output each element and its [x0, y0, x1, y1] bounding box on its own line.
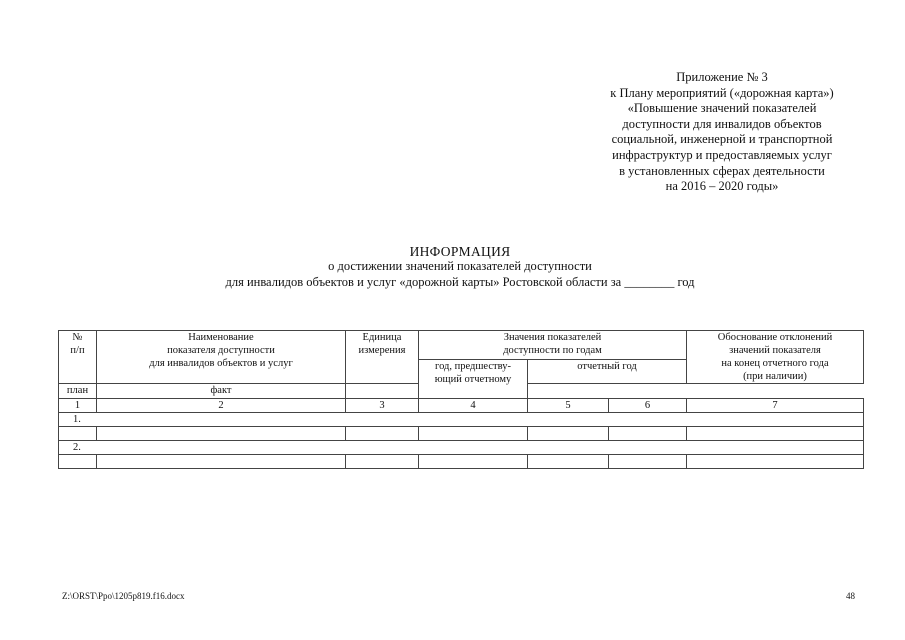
table-cell: [59, 427, 97, 441]
document-heading: [100, 244, 820, 290]
annex-line: социальной, инженерной и транспортной: [611, 132, 833, 147]
column-number: 7: [687, 399, 864, 413]
header-reason: Обоснование отклонений значений показателя на конец отчетного года (при наличии): [687, 331, 864, 384]
report-table: [58, 330, 864, 469]
annex-block: [572, 70, 872, 195]
header-previous-year: год, предшеству- ющий отчетному: [419, 360, 528, 399]
header-report-year: отчетный год: [528, 360, 687, 384]
annex-line: в установленных сферах деятельности: [619, 163, 825, 178]
table-cell: [97, 455, 346, 469]
column-number: 1: [59, 399, 97, 413]
table-cell: [528, 427, 609, 441]
annex-line: «Повышение значений показателей: [627, 101, 817, 116]
annex-line: доступности для инвалидов объектов: [622, 116, 822, 131]
table-cell: [419, 455, 528, 469]
section-row: [59, 413, 864, 427]
table-cell: [346, 427, 419, 441]
annex-line: к Плану мероприятий («дорожная карта»): [610, 85, 834, 100]
annex-line: Приложение № 3: [676, 70, 768, 84]
header-plan: план: [59, 384, 97, 399]
column-number: 6: [609, 399, 687, 413]
table-cell: [419, 427, 528, 441]
table-row: [59, 427, 864, 441]
column-number-row: [59, 399, 864, 413]
header-values: Значения показателей доступности по годам: [419, 331, 687, 360]
table-cell: [687, 427, 864, 441]
heading-subtitle-2: для инвалидов объектов и услуг «дорожной карты» Ростовской области за ________ год: [225, 274, 695, 289]
table-cell: [97, 427, 346, 441]
section-label: 1.: [59, 413, 864, 427]
table-cell: [59, 455, 97, 469]
annex-line: инфраструктур и предоставляемых услуг: [612, 147, 832, 162]
page-number: 48: [846, 591, 855, 601]
column-number: 5: [528, 399, 609, 413]
table-cell: [346, 455, 419, 469]
header-fact: факт: [97, 384, 346, 399]
heading-subtitle: о достижении значений показателей доступности: [328, 259, 592, 274]
annex-line: на 2016 – 2020 годы»: [665, 179, 779, 194]
document-title: ИНФОРМАЦИЯ: [409, 244, 511, 259]
column-number: 4: [419, 399, 528, 413]
column-number: 2: [97, 399, 346, 413]
file-path: Z:\ORST\Ppo\1205p819.f16.docx: [62, 591, 185, 601]
table-row: [59, 455, 864, 469]
table-cell: [609, 455, 687, 469]
table-cell: [609, 427, 687, 441]
section-label: 2.: [59, 441, 864, 455]
section-row: [59, 441, 864, 455]
header-number: № п/п: [59, 331, 97, 384]
table-cell: [528, 455, 609, 469]
header-indicator-name: Наименование показателя доступности для инвалидов объектов и услуг: [97, 331, 346, 384]
table-cell: [687, 455, 864, 469]
column-number: 3: [346, 399, 419, 413]
header-unit: Единица измерения: [346, 331, 419, 384]
